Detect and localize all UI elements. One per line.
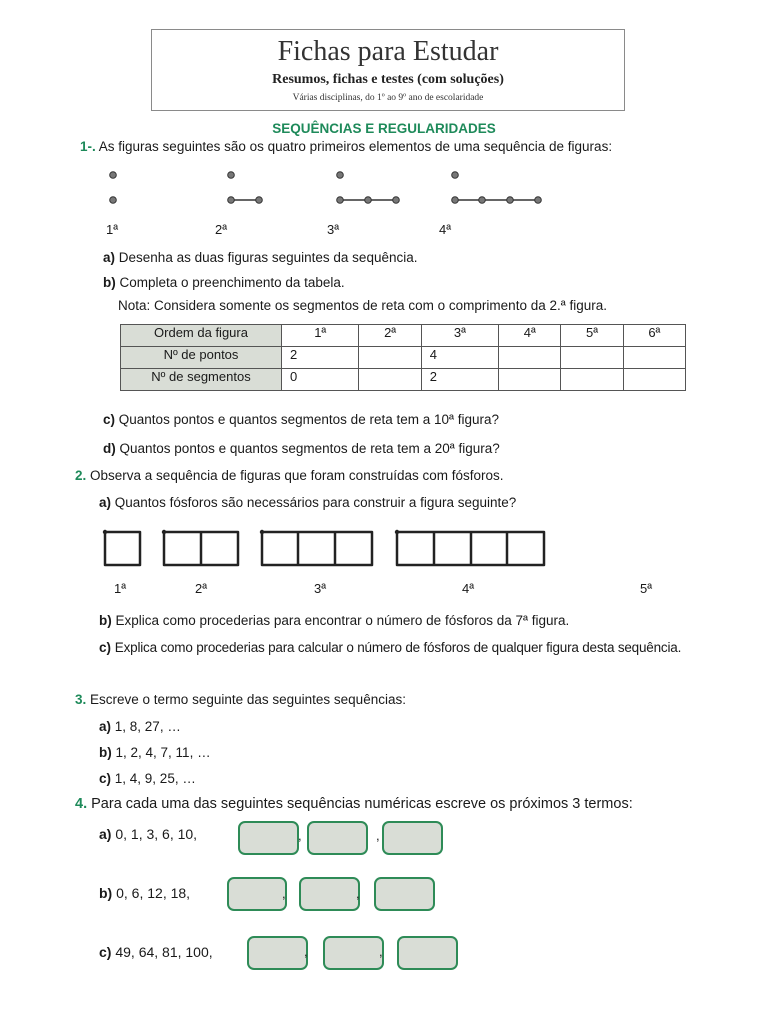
table-header: Nº de pontos bbox=[121, 347, 282, 369]
table-cell: 4ª bbox=[499, 325, 561, 347]
section-title: SEQUÊNCIAS E REGULARIDADES bbox=[272, 121, 496, 136]
q3-prompt: 3. Escreve o termo seguinte das seguintes sequências: bbox=[75, 692, 406, 707]
q1-note: Nota: Considera somente os segmentos de reta com o comprimento da 2.ª figura. bbox=[118, 298, 607, 313]
q2-fig-label-4: 4ª bbox=[462, 581, 475, 596]
q1-number: 1-. bbox=[80, 139, 96, 154]
q4c-answer-1[interactable] bbox=[247, 936, 308, 970]
table-cell[interactable]: 0 bbox=[282, 369, 359, 391]
q4a-answer-1[interactable] bbox=[238, 821, 299, 855]
q4c: c) 49, 64, 81, 100, bbox=[99, 944, 213, 960]
page-subtitle: Resumos, fichas e testes (com soluções) bbox=[272, 72, 504, 87]
matchstick-fig-4 bbox=[397, 532, 544, 565]
page-title: Fichas para Estudar bbox=[277, 36, 499, 67]
page-tagline: Várias disciplinas, do 1º ao 9º ano de escolaridade bbox=[292, 93, 484, 103]
matchstick-fig-2 bbox=[164, 532, 238, 565]
table-cell[interactable]: 2 bbox=[421, 369, 498, 391]
q2-fig-label-1: 1ª bbox=[114, 581, 127, 596]
table-cell: 6ª bbox=[623, 325, 685, 347]
q2b: b) Explica como procederias para encontrar o número de fósforos da 7ª figura. bbox=[99, 613, 570, 628]
matchstick-fig-3 bbox=[262, 532, 372, 565]
q2a: a) Quantos fósforos são necessários para construir a figura seguinte? bbox=[99, 495, 517, 510]
q4c-answer-2[interactable] bbox=[323, 936, 384, 970]
table-cell: 3ª bbox=[421, 325, 498, 347]
q1-fig-label-2: 2ª bbox=[215, 222, 228, 237]
table-header: Nº de segmentos bbox=[121, 369, 282, 391]
q1d: d) Quantos pontos e quantos segmentos de reta tem a 20ª figura? bbox=[103, 441, 500, 456]
table-cell: 5ª bbox=[561, 325, 623, 347]
q3b: b) 1, 2, 4, 7, 11, … bbox=[99, 745, 211, 760]
q1-fig-label-4: 4ª bbox=[439, 222, 452, 237]
q1-text: As figuras seguintes são os quatro primeiros elementos de uma sequência de figuras: bbox=[98, 139, 613, 154]
table-cell[interactable]: 2 bbox=[282, 347, 359, 369]
q4b-answer-2[interactable] bbox=[299, 877, 360, 911]
q4-prompt: 4. Para cada uma das seguintes sequências numéricas escreve os próximos 3 termos: bbox=[75, 796, 633, 812]
q2-fig-label-5: 5ª bbox=[640, 581, 653, 596]
table-cell[interactable]: 4 bbox=[421, 347, 498, 369]
q4b-answer-3[interactable] bbox=[374, 877, 435, 911]
q2-fig-label-3: 3ª bbox=[314, 581, 327, 596]
q3c: c) 1, 4, 9, 25, … bbox=[99, 771, 196, 786]
q2-prompt: 2. Observa a sequência de figuras que foram construídas com fósforos. bbox=[75, 468, 504, 483]
q2c: c) Explica como procederias para calcular o número de fósforos de qualquer figura desta sequência. bbox=[99, 640, 682, 655]
q1-fig-label-3: 3ª bbox=[327, 222, 340, 237]
q3a: a) 1, 8, 27, … bbox=[99, 719, 181, 734]
matchstick-fig-1 bbox=[105, 532, 140, 565]
q1-fig-label-1: 1ª bbox=[106, 222, 119, 237]
q1b: b) Completa o preenchimento da tabela. bbox=[103, 275, 345, 290]
q4b: b) 0, 6, 12, 18, bbox=[99, 885, 191, 901]
table-cell: 1ª bbox=[282, 325, 359, 347]
q4b-answer-1[interactable] bbox=[227, 877, 287, 911]
q1a: a) Desenha as duas figuras seguintes da sequência. bbox=[103, 250, 418, 265]
q1c: c) Quantos pontos e quantos segmentos de reta tem a 10ª figura? bbox=[103, 412, 500, 427]
table-header: Ordem da figura bbox=[121, 325, 282, 347]
q4a-answer-3[interactable] bbox=[382, 821, 443, 855]
q2-fig-label-2: 2ª bbox=[195, 581, 208, 596]
q4a: a) 0, 1, 3, 6, 10, bbox=[99, 826, 198, 842]
table-cell: 2ª bbox=[359, 325, 421, 347]
q4a-answer-2[interactable] bbox=[307, 821, 368, 855]
q4c-answer-3[interactable] bbox=[397, 936, 458, 970]
